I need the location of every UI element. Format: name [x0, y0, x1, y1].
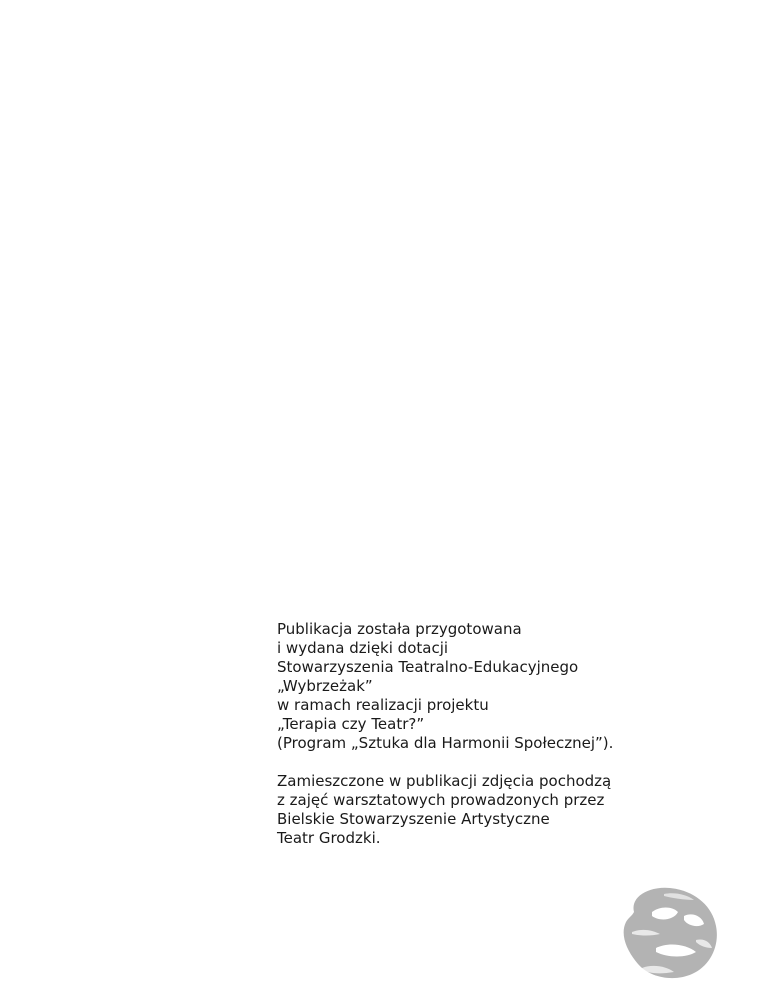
text-line: Stowarzyszenia Teatralno-Edukacyjnego	[277, 658, 579, 676]
logo-graphic	[612, 882, 722, 982]
colophon-text	[277, 620, 717, 848]
face-mask-logo-icon	[612, 882, 722, 982]
text-line: Bielskie Stowarzyszenie Artystyczne	[277, 810, 550, 828]
text-line: z zajęć warsztatowych prowadzonych przez	[277, 791, 605, 809]
text-line: „Terapia czy Teatr?”	[277, 715, 425, 733]
text-line: Zamieszczone w publikacji zdjęcia pochodzą	[277, 772, 612, 790]
text-line: Teatr Grodzki.	[277, 829, 381, 847]
text-line: (Program „Sztuka dla Harmonii Społecznej”).	[277, 734, 614, 752]
text-line: w ramach realizacji projektu	[277, 696, 489, 714]
text-line: „Wybrzeżak”	[277, 677, 373, 695]
photo-credit-paragraph	[277, 772, 717, 848]
text-line: Publikacja została przygotowana	[277, 620, 522, 638]
funding-paragraph	[277, 620, 717, 753]
text-line: i wydana dzięki dotacji	[277, 639, 449, 657]
